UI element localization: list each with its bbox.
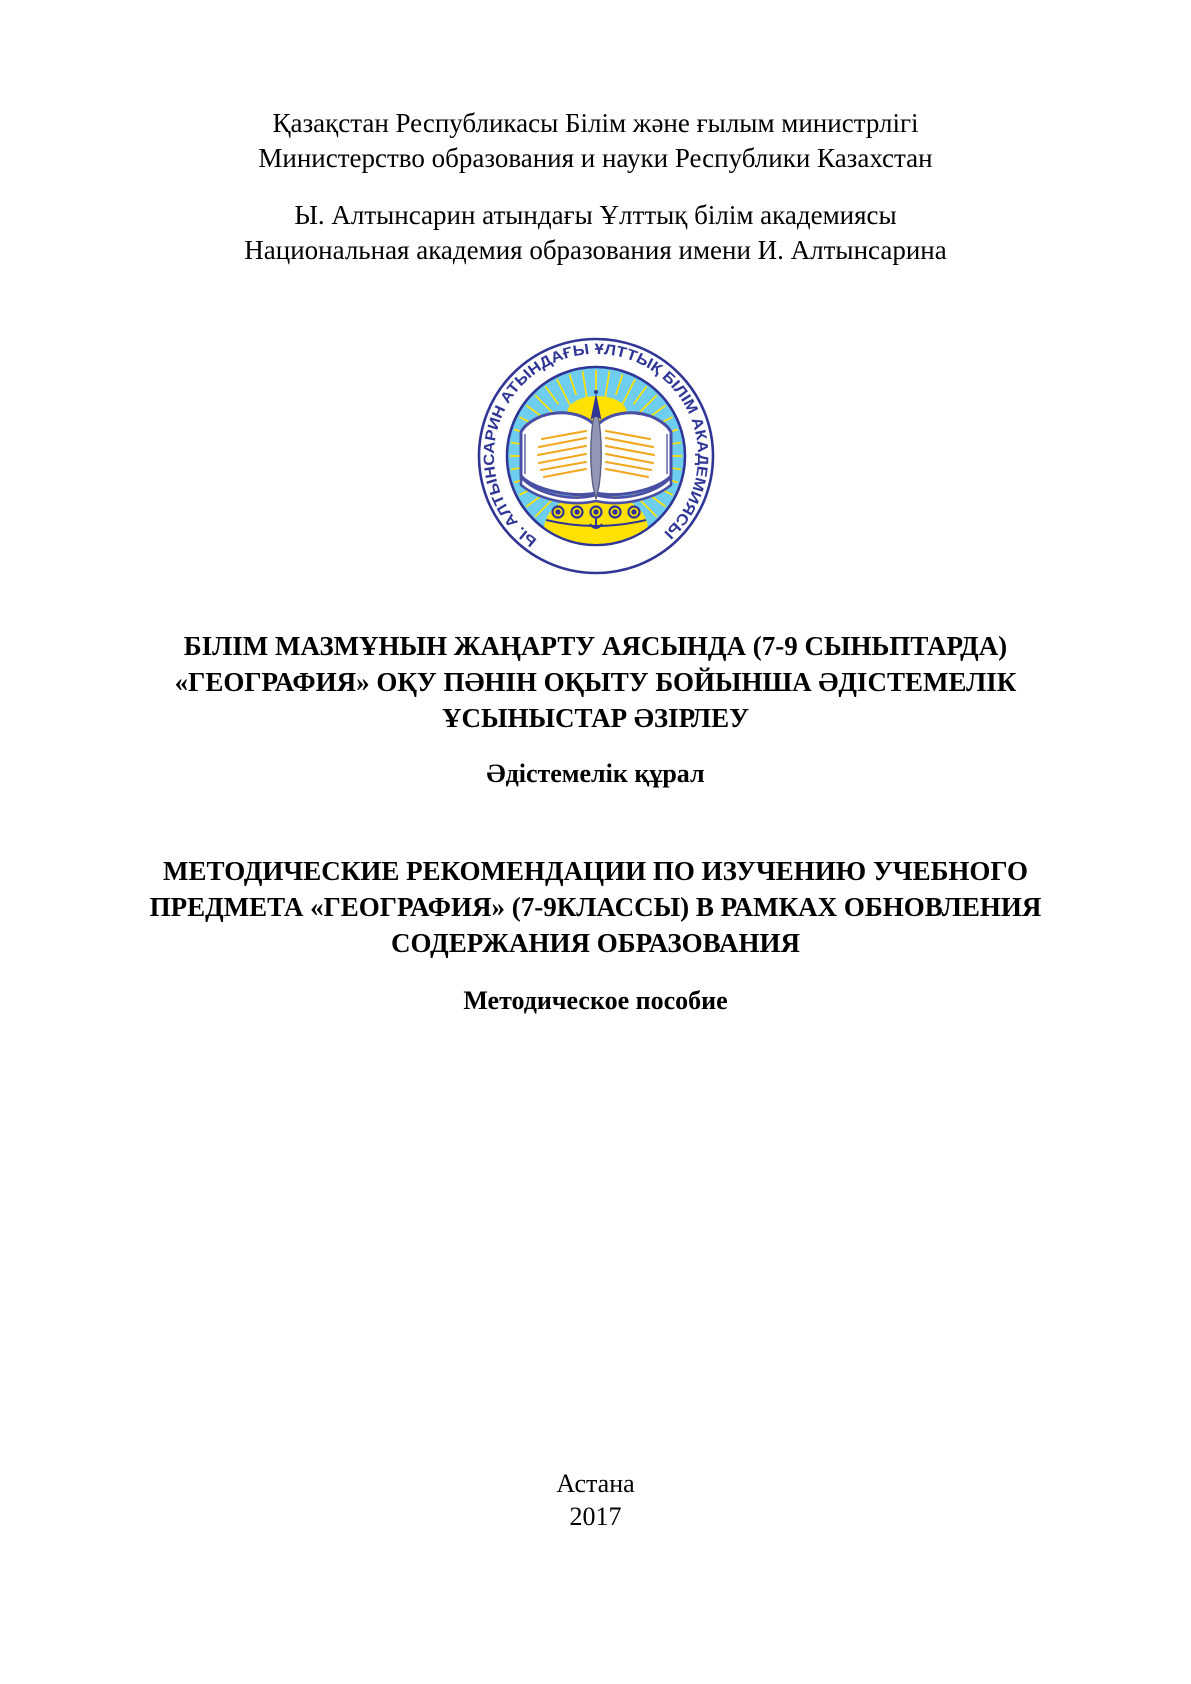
title-kazakh [0, 628, 1191, 736]
subtitle-kk-text: Әдістемелік құрал [486, 759, 705, 788]
imprint-year: 2017 [569, 1502, 622, 1531]
academy-line-ru: Национальная академия образования имени И. Алтынсарина [244, 235, 947, 265]
title-kk-line-3: ҰСЫНЫСТАР ӘЗІРЛЕУ [441, 703, 750, 733]
title-kk-line-1: БІЛІМ МАЗМҰНЫН ЖАҢАРТУ АЯСЫНДА (7-9 СЫНЬПТАРДА) [183, 631, 1008, 661]
title-ru-line-1: МЕТОДИЧЕСКИЕ РЕКОМЕНДАЦИИ ПО ИЗУЧЕНИЮ УЧЕБНОГО [163, 856, 1028, 886]
title-ru-line-2: ПРЕДМЕТА «ГЕОГРАФИЯ» (7-9КЛАССЫ) В РАМКАХ ОБНОВЛЕНИЯ [149, 892, 1042, 922]
title-russian [0, 853, 1191, 961]
title-ru-line-3: СОДЕРЖАНИЯ ОБРАЗОВАНИЯ [390, 928, 800, 958]
imprint [0, 1467, 1191, 1533]
subtitle-russian [0, 984, 1191, 1018]
logo-ring-text: Ы. АЛТЫНСАРИН АТЫНДАҒЫ ҰЛТТЫҚ БІЛІМ АКАДЕМИЯСЫ [480, 340, 711, 550]
ministry-line-kk: Қазақстан Республикасы Білім және ғылым министрлігі [272, 108, 919, 138]
ministry-line-ru: Министерство образования и науки Республики Казахстан [258, 143, 933, 173]
academy-logo [0, 336, 1191, 576]
title-kk-line-2: «ГЕОГРАФИЯ» ОҚУ ПӘНІН ОҚЫТУ БОЙЫНША ӘДІСТЕМЕЛІК [174, 667, 1017, 697]
academy-emblem-icon [476, 336, 716, 576]
subtitle-kazakh [0, 757, 1191, 791]
ministry-header [0, 106, 1191, 176]
subtitle-ru-text: Методическое пособие [463, 986, 728, 1015]
academy-header [0, 198, 1191, 268]
academy-line-kk: Ы. Алтынсарин атындағы Ұлттық білім академиясы [294, 200, 897, 230]
imprint-city: Астана [556, 1469, 635, 1498]
